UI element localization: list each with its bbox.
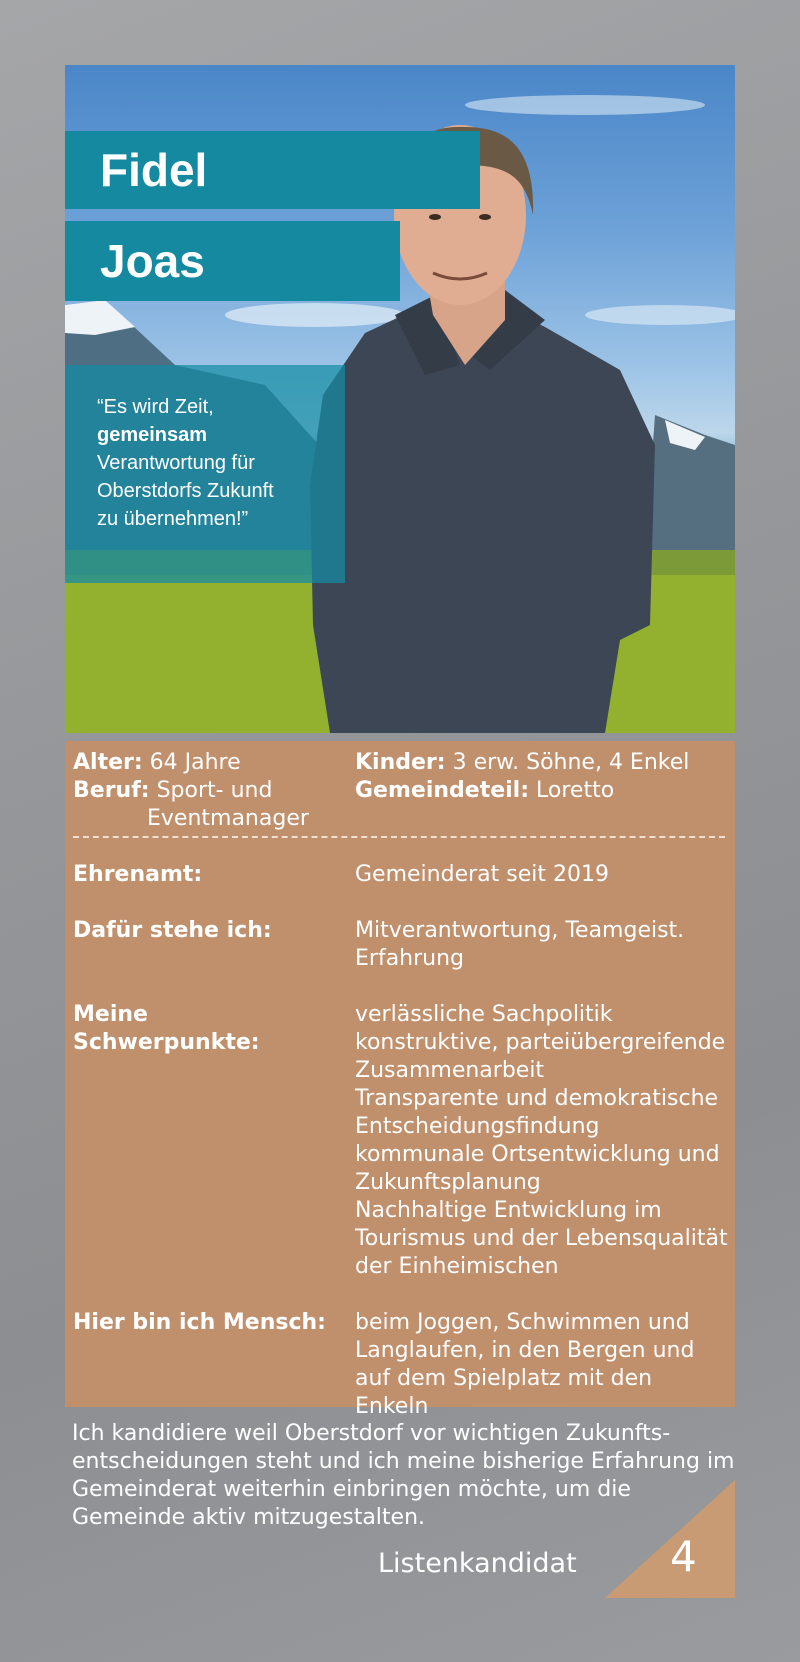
list-number: 4: [670, 1532, 697, 1581]
info-panel: [65, 741, 735, 1419]
alter-label: Alter:: [73, 750, 143, 775]
statement-line: Ich kandidiere weil Oberstdorf vor wichtigen Zukunfts-: [72, 1421, 671, 1446]
quote-line: zu übernehmen!”: [97, 508, 249, 530]
schwerpunkt-line: verlässliche Sachpolitik: [355, 1002, 613, 1027]
beruf-value-cont: Eventmanager: [147, 806, 309, 831]
mensch-label: Hier bin ich Mensch:: [73, 1310, 326, 1335]
schwerpunkt-line: Transparente und demokratische: [355, 1086, 719, 1111]
kinder-label: Kinder:: [355, 750, 446, 775]
list-candidate-label: Listenkandidat: [378, 1548, 577, 1579]
kinder-value: 3 erw. Söhne, 4 Enkel: [452, 750, 690, 775]
candidate-photo: [65, 65, 735, 733]
ehrenamt-value: Gemeinderat seit 2019: [355, 862, 609, 887]
mensch-value: [355, 1309, 730, 1421]
schwerpunkt-line: Zusammenarbeit: [355, 1058, 545, 1083]
gemeindeteil-label: Gemeindeteil:: [355, 778, 530, 803]
schwerpunkt-line: Tourismus und der Lebensqualität: [355, 1226, 728, 1251]
candidate-first-name: Fidel: [65, 131, 480, 209]
schwerpunkt-line: kommunale Ortsentwicklung und: [355, 1142, 720, 1167]
statement-line: Gemeinde aktiv mitzugestalten.: [72, 1505, 426, 1530]
dafuer-value: [355, 917, 730, 973]
schwerpunkt-line: der Einheimischen: [355, 1254, 559, 1279]
schwerpunkte-label: [73, 1001, 260, 1057]
quote-line-bold: [97, 421, 345, 449]
beruf-label: Beruf:: [73, 778, 150, 803]
quote-line: Oberstdorfs Zukunft: [97, 480, 274, 502]
ehrenamt-label: Ehrenamt:: [73, 862, 203, 887]
quote-line: Verantwortung für: [97, 452, 255, 474]
mensch-line: auf dem Spielplatz mit den Enkeln: [355, 1366, 653, 1419]
schwerpunkte-label-line: Schwerpunkte:: [73, 1030, 260, 1055]
candidacy-statement: [72, 1420, 742, 1532]
quote-box: [65, 365, 345, 583]
alter-row: [73, 749, 241, 777]
gemeindeteil-row: [355, 777, 614, 805]
schwerpunkt-line: Zukunftsplanung: [355, 1170, 541, 1195]
dafuer-label: Dafür stehe ich:: [73, 918, 272, 943]
dafuer-line: Mitverantwortung, Teamgeist.: [355, 918, 685, 943]
statement-line: Gemeinderat weiterhin einbringen möchte, um die: [72, 1477, 631, 1502]
statement-line: entscheidungen steht und ich meine bisherige Erfahrung im: [72, 1449, 735, 1474]
beruf-value: Sport- und: [156, 778, 273, 803]
mensch-line: beim Joggen, Schwimmen und: [355, 1310, 690, 1335]
schwerpunkt-line: Entscheidungsfindung: [355, 1114, 600, 1139]
mensch-line: Langlaufen, in den Bergen und: [355, 1338, 695, 1363]
alter-value: 64 Jahre: [149, 750, 241, 775]
schwerpunkte-value: [355, 1001, 730, 1281]
schwerpunkte-label-line: Meine: [73, 1002, 148, 1027]
dafuer-line: Erfahrung: [355, 946, 465, 971]
schwerpunkt-line: Nachhaltige Entwicklung im: [355, 1198, 662, 1223]
beruf-row: [73, 777, 272, 805]
dashed-divider: [73, 836, 725, 838]
candidate-last-name: Joas: [65, 221, 400, 301]
kinder-row: [355, 749, 689, 777]
quote-line: “Es wird Zeit,: [97, 396, 214, 418]
quote-bold-text: gemeinsam: [97, 424, 208, 446]
gemeindeteil-value: Loretto: [536, 778, 615, 803]
schwerpunkt-line: konstruktive, parteiübergreifende: [355, 1030, 726, 1055]
